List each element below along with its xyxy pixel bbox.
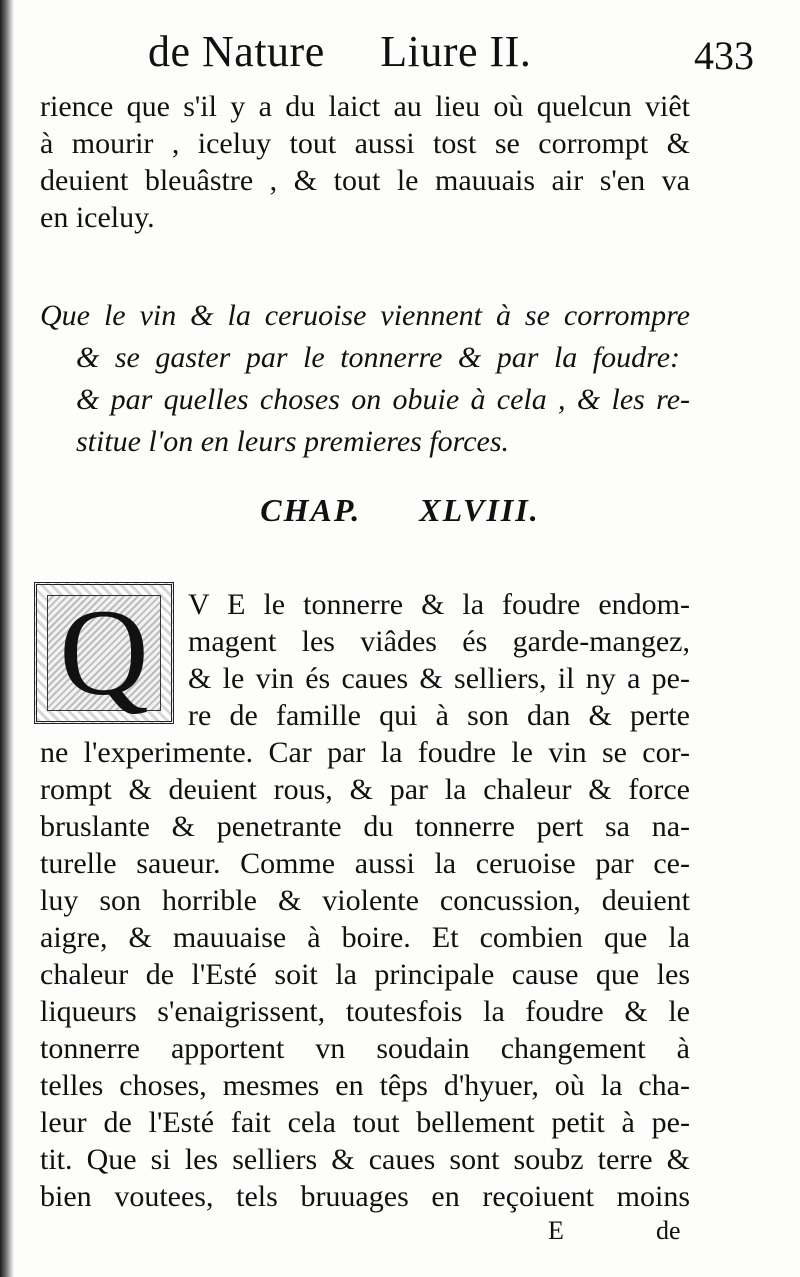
text-line: liqueurs s'enaigrissent, toutesfois la foudre & le [40, 995, 690, 1028]
chapter-roman: XLVIII. [419, 492, 540, 528]
text-line: V E le tonnerre & la foudre endom- [188, 588, 690, 621]
text-line: re de famille qui à son dan & perte [188, 699, 690, 732]
text-line: tit. Que si les selliers & caues sont soubz terre & [40, 1143, 690, 1176]
initial-letter: Q [59, 584, 149, 721]
decorated-initial [34, 582, 174, 724]
text-line: magent les viâdes és garde-mangez, [188, 625, 690, 658]
text-line: ne l'experimente. Car par la foudre le vin se cor- [40, 736, 690, 769]
text-line: rience que s'il y a du laict au lieu où quelcun viêt [40, 90, 690, 123]
text-line: deuient bleuâstre , & tout le mauuais air s'en va [40, 164, 690, 197]
running-head-right: Liure II. [380, 27, 532, 76]
chapter-number [0, 492, 800, 529]
text-line: turelle saueur. Comme aussi la ceruoise par ce- [40, 847, 690, 880]
text-line: & le vin és caues & selliers, il ny a pe- [188, 662, 690, 695]
chapter-heading-line: & se gaster par le tonnerre & par la foudre: [76, 341, 680, 374]
text-line: luy son horrible & violente concussion, deuient [40, 884, 690, 917]
page-number: 433 [694, 33, 754, 78]
catchword: de [656, 1216, 681, 1245]
text-line: en iceluy. [40, 201, 155, 234]
page-header [40, 18, 754, 88]
signature-mark: E [548, 1216, 564, 1245]
text-line: bien voutees, tels bruuages en reçoiuent moins [40, 1180, 690, 1213]
running-head-left: de Nature [148, 27, 325, 76]
text-line: tonnerre apportent vn soudain changement à [40, 1032, 690, 1065]
text-line: leur de l'Esté fait cela tout bellement petit à pe- [40, 1106, 690, 1139]
spine-shadow [0, 0, 14, 1277]
text-line: telles choses, mesmes en têps d'hyuer, où la cha- [40, 1069, 690, 1102]
chapter-label: CHAP. [260, 492, 362, 528]
text-line: à mourir , iceluy tout aussi tost se corrompt & [40, 127, 690, 160]
chapter-heading-line: stitue l'on en leurs premieres forces. [76, 425, 510, 458]
chapter-heading-line: & par quelles choses on obuie à cela , & les re- [76, 383, 690, 416]
text-line: bruslante & penetrante du tonnerre pert sa na- [40, 810, 690, 843]
text-line: rompt & deuient rous, & par la chaleur & force [40, 773, 690, 806]
running-head [148, 26, 531, 77]
text-line: aigre, & mauuaise à boire. Et combien que la [40, 921, 690, 954]
text-line: chaleur de l'Esté soit la principale cause que les [40, 958, 690, 991]
chapter-heading-line: Que le vin & la ceruoise viennent à se corrompre [40, 299, 690, 332]
